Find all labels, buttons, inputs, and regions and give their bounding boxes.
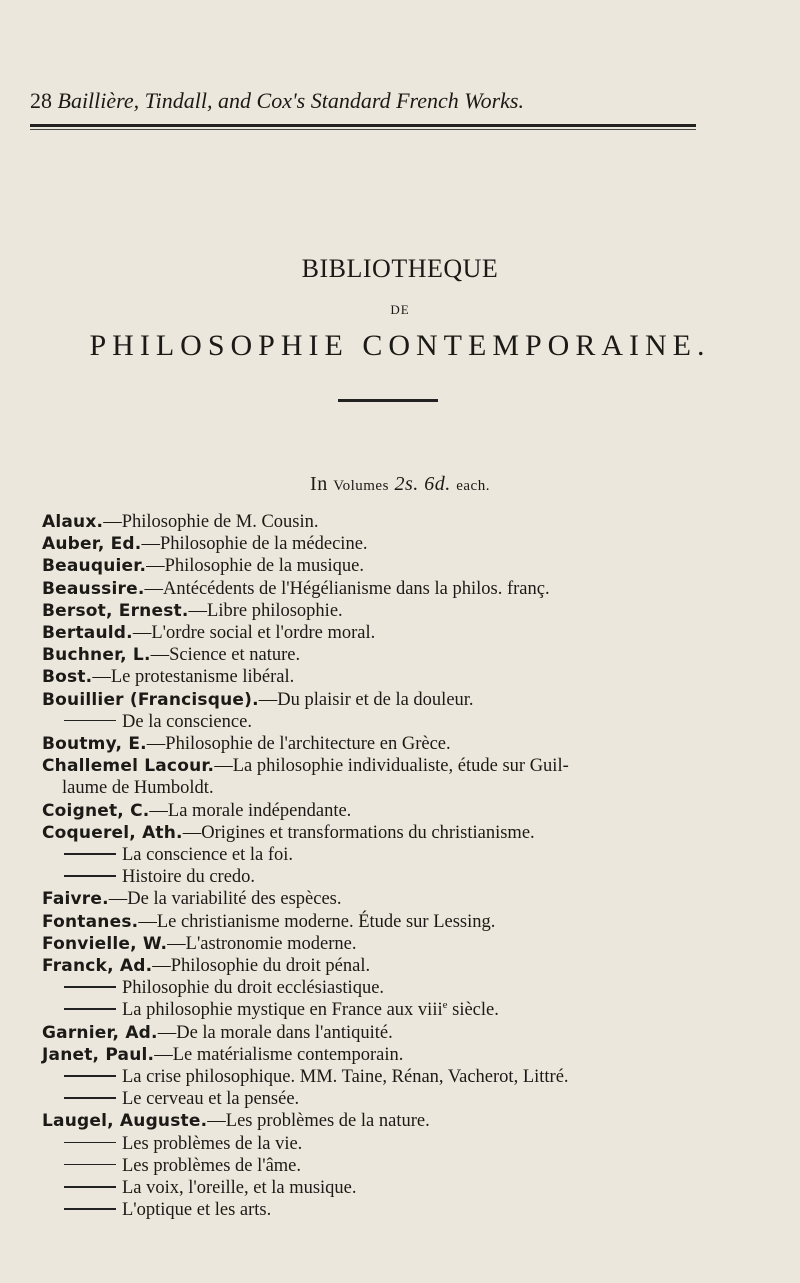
entry-title: —Science et nature.: [150, 645, 301, 666]
entry-author: Coignet, C.: [42, 800, 150, 821]
entry-title: La conscience et la foi.: [122, 845, 294, 866]
catalogue-entry: [42, 600, 772, 622]
ditto-dash: [64, 1008, 116, 1010]
catalogue-entry: [42, 866, 772, 888]
entry-title: —Le protestanisme libéral.: [92, 667, 295, 688]
running-title: Baillière, Tindall, and Cox's Standard French Works.: [57, 88, 524, 113]
entry-title: —De la variabilité des espèces.: [108, 889, 342, 910]
entry-title: —L'astronomie moderne.: [167, 933, 357, 954]
entry-title: De la conscience.: [122, 711, 252, 732]
subtitle-in: In: [310, 473, 328, 495]
ditto-dash: [64, 875, 116, 877]
entry-title: Philosophie du droit ecclésiastique.: [122, 978, 385, 999]
catalogue-entry: [42, 622, 772, 644]
entry-title: La crise philosophique. MM. Taine, Rénan, Vacherot, Littré.: [122, 1067, 569, 1088]
entry-author: Coquerel, Ath.: [42, 822, 183, 843]
entry-title: Le cerveau et la pensée.: [122, 1089, 300, 1110]
header-rule-thick: [30, 124, 696, 127]
entry-continuation: laume de Humboldt.: [62, 778, 214, 799]
catalogue-entry: [42, 644, 772, 666]
entry-author: Buchner, L.: [42, 645, 151, 666]
entry-title: —De la morale dans l'antiquité.: [157, 1022, 393, 1043]
running-head: [30, 88, 524, 114]
entry-author: Bertauld.: [42, 623, 133, 644]
subtitle-price: 2s. 6d.: [394, 473, 451, 495]
entry-title-end: siècle.: [447, 1000, 499, 1021]
catalogue-entry: [42, 578, 772, 600]
entry-author: Faivre.: [42, 889, 109, 910]
catalogue-entry: [42, 511, 772, 533]
entry-title: L'optique et les arts.: [122, 1200, 272, 1221]
entry-author: Fontanes.: [42, 911, 139, 932]
ditto-dash: [64, 986, 116, 988]
catalogue-entry: [42, 955, 772, 977]
entry-author: Auber, Ed.: [42, 534, 142, 555]
price-subtitle: [0, 473, 800, 496]
header-rule-thin: [30, 129, 696, 130]
entry-author: Janet, Paul.: [42, 1044, 155, 1065]
series-title-line3: PHILOSOPHIE CONTEMPORAINE.: [89, 329, 711, 362]
entry-author: Beaussire.: [42, 578, 145, 599]
catalogue-entry: [42, 844, 772, 866]
series-title-line2: DE: [390, 302, 410, 317]
catalogue-entry: [42, 733, 772, 755]
catalogue-entry: [42, 1199, 772, 1221]
entry-author: Alaux.: [42, 512, 104, 532]
entry-author: Challemel Lacour.: [42, 756, 215, 777]
catalogue-entry: [42, 755, 772, 799]
entry-title: —La philosophie individualiste, étude sur Guil-: [214, 756, 569, 777]
entry-title: —Origines et transformations du christianisme.: [182, 822, 535, 843]
series-title-line1: BIBLIOTHEQUE: [301, 254, 499, 283]
entry-title: —Philosophie de la médecine.: [141, 534, 368, 555]
catalogue-entry: [42, 711, 772, 733]
ditto-dash: [64, 1164, 116, 1166]
catalogue-entry: [42, 1066, 772, 1088]
catalogue-entry: [42, 911, 772, 933]
title-divider: [338, 399, 438, 402]
entry-title: —Le christianisme moderne. Étude sur Lessing.: [138, 911, 496, 932]
ditto-dash: [64, 720, 116, 722]
page-number: 28: [30, 88, 52, 113]
catalogue-entry: [42, 666, 772, 688]
catalogue-list: [42, 511, 772, 1222]
entry-title: —L'ordre social et l'ordre moral.: [132, 623, 376, 644]
entry-author: Fonvielle, W.: [42, 933, 168, 954]
ditto-dash: [64, 1097, 116, 1099]
ditto-dash: [64, 1208, 116, 1210]
catalogue-entry: [42, 555, 772, 577]
entry-author: Garnier, Ad.: [42, 1022, 158, 1043]
entry-author: Laugel, Auguste.: [42, 1111, 208, 1132]
entry-title: Les problèmes de la vie.: [122, 1133, 303, 1154]
entry-title: —Philosophie du droit pénal.: [152, 956, 371, 977]
entry-title: —Le matérialisme contemporain.: [154, 1044, 404, 1065]
ditto-dash: [64, 1075, 116, 1077]
entry-title: —La morale indépendante.: [149, 800, 352, 821]
entry-superscript: e: [442, 999, 448, 1012]
entry-title: —Du plaisir et de la douleur.: [258, 689, 474, 710]
entry-author: Beauquier.: [42, 556, 147, 577]
entry-title: —Les problèmes de la nature.: [207, 1111, 430, 1132]
subtitle-each: each.: [456, 478, 490, 494]
catalogue-entry: [42, 999, 772, 1021]
catalogue-entry: [42, 533, 772, 555]
entry-title: Histoire du credo.: [122, 867, 256, 888]
entry-title: —Antécédents de l'Hégélianisme dans la philos. franç.: [144, 578, 550, 599]
entry-title: —Philosophie de la musique.: [146, 556, 364, 577]
catalogue-entry: [42, 1155, 772, 1177]
catalogue-entry: [42, 1044, 772, 1066]
entry-author: Franck, Ad.: [42, 956, 153, 977]
catalogue-entry: [42, 1177, 772, 1199]
catalogue-entry: [42, 800, 772, 822]
subtitle-volumes: Volumes: [333, 478, 389, 494]
catalogue-entry: [42, 1022, 772, 1044]
catalogue-entry: [42, 1133, 772, 1155]
catalogue-entry: [42, 689, 772, 711]
entry-title: La voix, l'oreille, et la musique.: [122, 1178, 357, 1199]
entry-author: Boutmy, E.: [42, 734, 147, 755]
catalogue-entry: [42, 1088, 772, 1110]
entry-author: Bost.: [42, 667, 93, 688]
catalogue-entry: [42, 888, 772, 910]
catalogue-entry: [42, 822, 772, 844]
catalogue-entry: [42, 977, 772, 999]
entry-title: —Philosophie de l'architecture en Grèce.: [146, 734, 451, 755]
entry-title: Les problèmes de l'âme.: [122, 1155, 302, 1176]
catalogue-entry: [42, 1110, 772, 1132]
entry-author: Bersot, Ernest.: [42, 600, 189, 621]
entry-title: —Philosophie de M. Cousin.: [103, 512, 319, 532]
ditto-dash: [64, 1186, 116, 1188]
entry-title: —Libre philosophie.: [188, 600, 343, 621]
ditto-dash: [64, 853, 116, 855]
entry-title: La philosophie mystique en France aux viii: [122, 1000, 443, 1021]
entry-author: Bouillier (Francisque).: [42, 689, 259, 710]
catalogue-entry: [42, 933, 772, 955]
ditto-dash: [64, 1142, 116, 1144]
